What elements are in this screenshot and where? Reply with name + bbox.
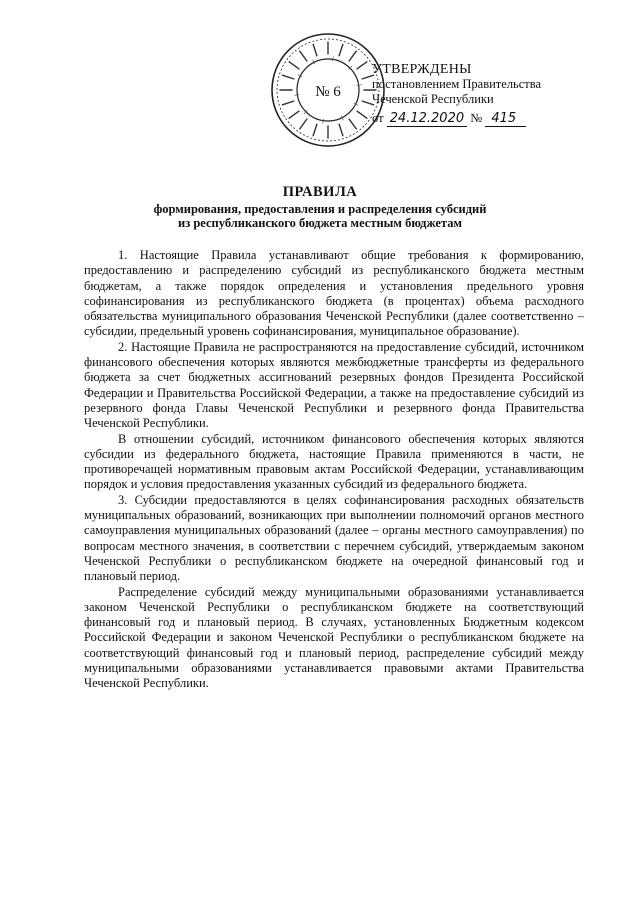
seal-graphic	[268, 30, 388, 150]
from-label: от	[372, 111, 384, 125]
document-title: ПРАВИЛА	[282, 184, 358, 200]
paragraph-5: Распределение субсидий между муниципальными образованиями устанавливается законом Чеченской Республики о республиканском бюджете на соответствующий финансовый год и плановый период. В случаях, установленных Бюджетным кодексом Российской Федерации и законом Чеченской Республики о республиканском бюджете на соответствующий финансовый год и плановый период, распределение субсидий между муниципальными образованиями устанавливается правовыми актами Правительства Чеченской Республики.	[84, 584, 584, 691]
document-body	[84, 248, 584, 692]
approval-line-1: постановлением Правительства	[372, 77, 542, 91]
paragraph-1: 1. Настоящие Правила устанавливают общие требования к формированию, предоставлению и распределению субсидий из республиканского бюджета местным бюджетам, а также порядок определения и установления предельного уровня софинансирования из республиканского бюджета (в процентах) объема расходного обязательства муниципального образования Чеченской Республики (далее соответственно – субсидии, предельный уровень софинансирования, муниципальное образование).	[84, 248, 584, 339]
paragraph-4: 3. Субсидии предоставляются в целях софинансирования расходных обязательств муниципальных образований, возникающих при выполнении полномочий органов местного самоуправления муниципальных образований (далее – органы местного самоуправления) по вопросам местного значения, в соответствии с перечнем субсидий, утверждаемым законом Чеченской Республики о республиканском бюджете на очередной финансовый год и плановый период.	[84, 492, 584, 584]
subtitle-line-1: формирования, предоставления и распределения субсидий	[153, 202, 487, 216]
paragraph-3: В отношении субсидий, источником финансового обеспечения которых являются субсидии из федерального бюджета, настоящие Правила применяются в части, не противоречащей нормативным правовым актам Российской Федерации, устанавливающим порядок и условия предоставления указанных субсидий из федерального бюджета.	[84, 431, 584, 492]
approval-title: УТВЕРЖДЕНЫ	[372, 62, 472, 77]
approval-line-2: Чеченской Республики	[372, 92, 494, 106]
subtitle-line-2: из республиканского бюджета местным бюджетам	[178, 216, 462, 230]
approval-date: 24.12.2020	[387, 111, 467, 127]
approval-block	[372, 62, 622, 126]
approval-signature-line	[372, 111, 622, 126]
official-seal-stamp	[268, 30, 388, 150]
paragraph-2: 2. Настоящие Правила не распространяются на предоставление субсидий, источником финансового обеспечения которых являются межбюджетные трансферты из федерального бюджета за счет бюджетных ассигнований резервных фондов Президента Российской Федерации и Правительства Российской Федерации, а также на предоставление субсидий из резервного фонда Главы Чеченской Республики и резервного фонда Правительства Чеченской Республики.	[84, 339, 584, 431]
approval-number: 415	[485, 111, 526, 127]
number-label: №	[470, 111, 483, 125]
seal-number: № 6	[315, 84, 341, 100]
document-subtitle	[0, 202, 640, 230]
